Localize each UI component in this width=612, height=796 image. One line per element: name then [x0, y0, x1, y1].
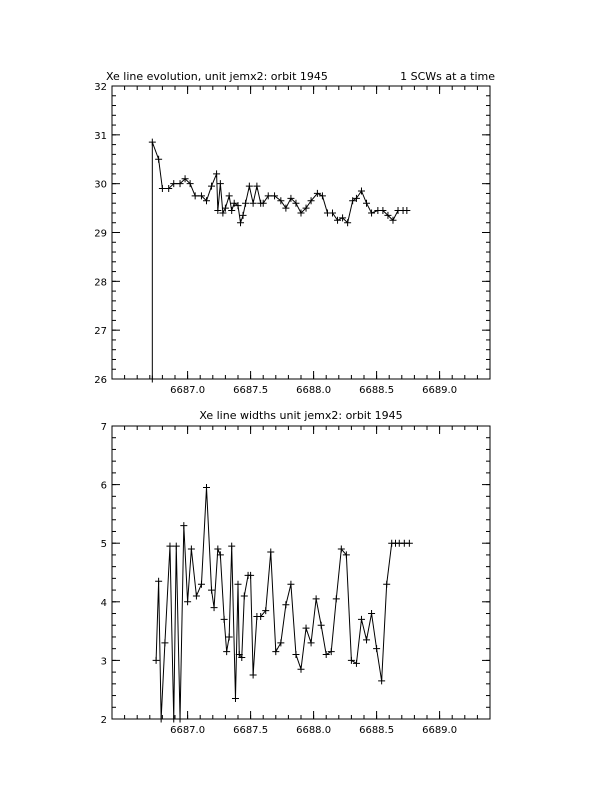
evolution-series: [149, 139, 411, 383]
y-tick-label: 32: [94, 82, 107, 93]
x-tick-label: 6689.0: [422, 385, 458, 396]
plus-marker: [313, 595, 320, 602]
x-tick-label: 6688.0: [296, 385, 332, 396]
plus-marker: [368, 209, 375, 216]
y-tick-label: 2: [100, 715, 107, 726]
plus-marker: [329, 209, 336, 216]
plus-marker: [272, 648, 279, 655]
plus-marker: [282, 601, 289, 608]
plus-marker: [250, 200, 257, 207]
scw-annotation: 1 SCWs at a time: [400, 70, 495, 83]
plus-marker: [180, 522, 187, 529]
plus-marker: [193, 592, 200, 599]
plus-marker: [250, 672, 257, 679]
plus-marker: [211, 604, 218, 611]
x-tick-label: 6689.0: [422, 725, 458, 736]
plus-marker: [237, 219, 244, 226]
plus-marker: [217, 180, 224, 187]
evolution-plot-frame: [112, 86, 490, 379]
plus-marker: [292, 651, 299, 658]
plus-marker: [287, 581, 294, 588]
plus-marker: [226, 192, 233, 199]
plus-marker: [208, 587, 215, 594]
evolution-axis-ticks: [112, 86, 490, 379]
plus-marker: [333, 595, 340, 602]
plus-marker: [226, 633, 233, 640]
plus-marker: [158, 716, 165, 723]
plus-marker: [406, 540, 413, 547]
plus-marker: [267, 548, 274, 555]
plus-marker: [203, 484, 210, 491]
widths-tick-labels: [101, 422, 457, 736]
evolution-tick-labels: [94, 82, 457, 396]
plus-marker: [149, 139, 156, 146]
widths-panel: [101, 409, 490, 736]
evolution-chart-title: Xe line evolution, unit jemx2: orbit 1945: [106, 70, 328, 83]
y-tick-label: 7: [100, 422, 107, 433]
evolution-panel: [94, 70, 495, 396]
plus-marker: [161, 639, 168, 646]
plus-marker: [277, 639, 284, 646]
plus-marker: [184, 598, 191, 605]
plus-marker: [213, 170, 220, 177]
plus-marker: [403, 207, 410, 214]
series-line: [156, 488, 409, 719]
y-tick-label: 3: [100, 656, 107, 668]
plus-marker: [166, 543, 173, 550]
plus-marker: [240, 212, 247, 219]
plus-marker: [318, 622, 325, 629]
y-tick-label: 31: [94, 130, 107, 142]
plus-marker: [246, 183, 253, 190]
plus-marker: [177, 716, 184, 723]
plus-marker: [155, 156, 162, 163]
plus-marker: [242, 200, 249, 207]
plus-marker: [265, 192, 272, 199]
plus-marker: [208, 183, 215, 190]
x-tick-label: 6687.0: [170, 725, 206, 736]
plus-marker: [383, 581, 390, 588]
plus-marker: [188, 546, 195, 553]
plus-marker: [363, 200, 370, 207]
plus-marker: [228, 543, 235, 550]
plus-marker: [221, 616, 228, 623]
x-tick-label: 6688.0: [296, 725, 332, 736]
y-tick-label: 28: [94, 277, 107, 289]
widths-chart-title: Xe line widths unit jemx2: orbit 1945: [199, 409, 403, 422]
y-tick-label: 5: [100, 539, 107, 551]
plus-marker: [358, 187, 365, 194]
plus-marker: [232, 695, 239, 702]
plus-marker: [358, 616, 365, 623]
x-tick-label: 6688.5: [359, 385, 395, 396]
x-tick-label: 6688.5: [359, 725, 395, 736]
y-tick-label: 29: [94, 228, 107, 240]
plus-marker: [308, 639, 315, 646]
plus-marker: [198, 581, 205, 588]
plus-marker: [282, 205, 289, 212]
plus-marker: [153, 657, 160, 664]
plus-marker: [173, 543, 180, 550]
plus-marker: [235, 581, 242, 588]
plus-marker: [253, 183, 260, 190]
plus-marker: [192, 192, 199, 199]
plus-marker: [155, 578, 162, 585]
x-tick-label: 6687.5: [233, 725, 269, 736]
y-tick-label: 30: [94, 179, 107, 191]
plus-marker: [378, 677, 385, 684]
plus-marker: [241, 592, 248, 599]
plus-marker: [223, 648, 230, 655]
plus-marker: [170, 716, 177, 723]
plus-marker: [303, 625, 310, 632]
plus-marker: [373, 645, 380, 652]
y-tick-label: 6: [100, 480, 107, 492]
plus-marker: [363, 636, 370, 643]
plus-marker: [368, 610, 375, 617]
plus-marker: [228, 207, 235, 214]
x-tick-label: 6687.5: [233, 385, 269, 396]
widths-series: [153, 484, 413, 722]
y-tick-label: 26: [94, 375, 107, 386]
series-line: [152, 142, 407, 379]
y-tick-label: 4: [100, 597, 107, 609]
plus-marker: [159, 185, 166, 192]
x-tick-label: 6687.0: [170, 385, 206, 396]
y-tick-label: 27: [94, 326, 107, 338]
plus-marker: [298, 666, 305, 673]
